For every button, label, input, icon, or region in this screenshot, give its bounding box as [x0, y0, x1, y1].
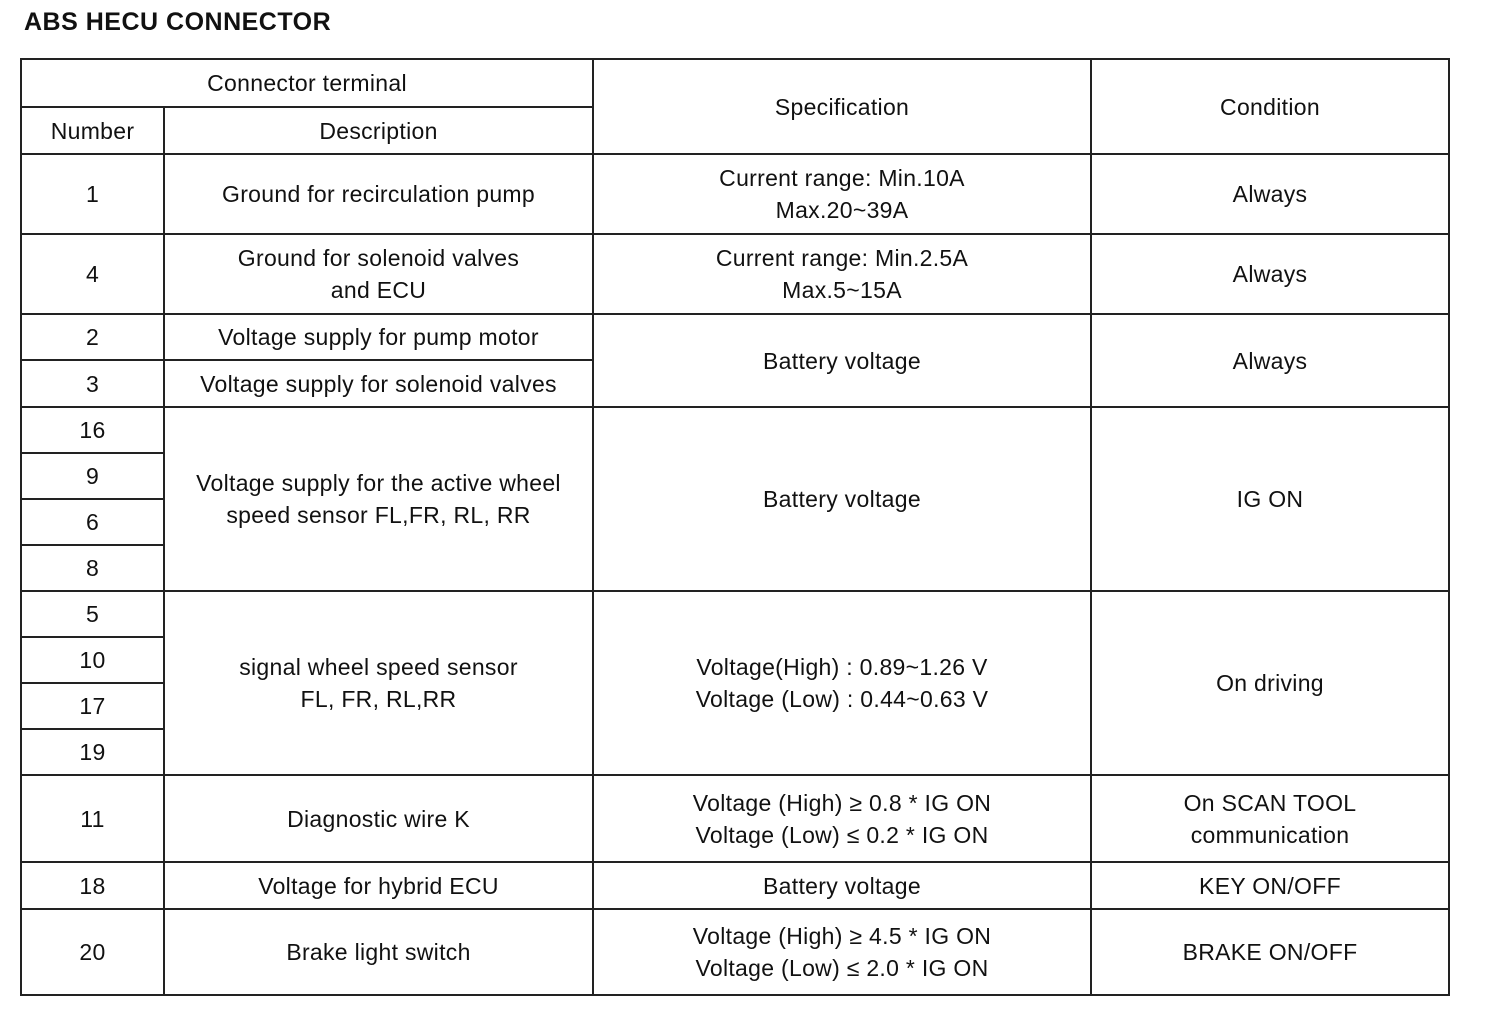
condition-cell — [1091, 154, 1449, 234]
condition-line: BRAKE ON/OFF — [1182, 939, 1358, 965]
description-line: Brake light switch — [286, 939, 471, 965]
header-specification: Specification — [593, 59, 1091, 154]
terminal-number: 19 — [21, 729, 164, 775]
terminal-description — [164, 407, 593, 591]
specification-line: Max.20~39A — [775, 197, 909, 223]
header-description: Description — [164, 107, 593, 154]
description-line: speed sensor FL,FR, RL, RR — [226, 502, 531, 528]
specification-cell — [593, 909, 1091, 995]
terminal-number: 17 — [21, 683, 164, 729]
terminal-number: 16 — [21, 407, 164, 453]
description-line: FL, FR, RL,RR — [300, 686, 457, 712]
header-row-1 — [21, 59, 1449, 107]
terminal-number: 9 — [21, 453, 164, 499]
table-row — [21, 909, 1449, 995]
specification-line: Voltage (Low) : 0.44~0.63 V — [695, 686, 989, 712]
specification-cell — [593, 407, 1091, 591]
table-row — [21, 314, 1449, 360]
condition-cell — [1091, 314, 1449, 407]
terminal-number: 8 — [21, 545, 164, 591]
condition-line: Always — [1232, 347, 1308, 374]
condition-cell — [1091, 862, 1449, 909]
terminal-description — [164, 862, 593, 909]
terminal-number: 3 — [21, 360, 164, 407]
terminal-number: 18 — [21, 862, 164, 909]
condition-cell — [1091, 591, 1449, 775]
specification-cell — [593, 591, 1091, 775]
condition-line: KEY ON/OFF — [1199, 872, 1341, 899]
specification-cell — [593, 775, 1091, 862]
header-condition: Condition — [1091, 59, 1449, 154]
terminal-description — [164, 775, 593, 862]
description-line: Ground for solenoid valves — [237, 245, 520, 271]
specification-line: Battery voltage — [763, 347, 921, 374]
terminal-description — [164, 591, 593, 775]
table-row — [21, 775, 1449, 862]
specification-line: Current range: Min.10A — [719, 165, 965, 191]
table-row — [21, 862, 1449, 909]
terminal-number: 11 — [21, 775, 164, 862]
description-line: signal wheel speed sensor — [239, 654, 518, 680]
terminal-number: 1 — [21, 154, 164, 234]
specification-cell — [593, 314, 1091, 407]
specification-line: Max.5~15A — [782, 277, 902, 303]
table-row — [21, 154, 1449, 234]
specification-line: Voltage (High) ≥ 4.5 * IG ON — [692, 923, 992, 949]
specification-line: Voltage (High) ≥ 0.8 * IG ON — [692, 789, 992, 816]
condition-cell — [1091, 909, 1449, 995]
condition-cell — [1091, 775, 1449, 862]
condition-line: On driving — [1216, 670, 1324, 696]
condition-line: communication — [1190, 821, 1350, 848]
specification-line: Voltage (Low) ≤ 2.0 * IG ON — [695, 955, 989, 981]
description-line: Diagnostic wire K — [287, 805, 470, 832]
terminal-number: 2 — [21, 314, 164, 360]
terminal-description — [164, 909, 593, 995]
terminal-description — [164, 154, 593, 234]
terminal-description: Voltage supply for solenoid valves — [164, 360, 593, 407]
table-row — [21, 591, 1449, 637]
table-row — [21, 407, 1449, 453]
specification-cell — [593, 862, 1091, 909]
condition-cell — [1091, 407, 1449, 591]
specification-line: Voltage(High) : 0.89~1.26 V — [696, 654, 988, 680]
condition-line: Always — [1232, 181, 1308, 207]
connector-table — [20, 58, 1450, 996]
terminal-number: 20 — [21, 909, 164, 995]
specification-line: Current range: Min.2.5A — [715, 245, 969, 271]
description-line: Ground for recirculation pump — [222, 181, 535, 207]
description-line: Voltage supply for the active wheel — [196, 470, 561, 496]
condition-line: Always — [1232, 261, 1308, 287]
terminal-description — [164, 234, 593, 314]
terminal-description: Voltage supply for pump motor — [164, 314, 593, 360]
terminal-number: 6 — [21, 499, 164, 545]
header-number: Number — [21, 107, 164, 154]
description-line: Voltage for hybrid ECU — [258, 872, 499, 899]
specification-line: Battery voltage — [763, 872, 921, 899]
condition-cell — [1091, 234, 1449, 314]
specification-line: Voltage (Low) ≤ 0.2 * IG ON — [695, 821, 989, 848]
specification-cell — [593, 234, 1091, 314]
description-line: and ECU — [330, 277, 427, 303]
specification-cell — [593, 154, 1091, 234]
condition-line: IG ON — [1236, 486, 1304, 512]
terminal-number: 10 — [21, 637, 164, 683]
specification-line: Battery voltage — [763, 486, 921, 512]
terminal-number: 5 — [21, 591, 164, 637]
condition-line: On SCAN TOOL — [1183, 789, 1357, 816]
document-title: ABS HECU CONNECTOR — [24, 8, 332, 36]
table-row — [21, 234, 1449, 314]
header-connector-terminal: Connector terminal — [21, 59, 593, 107]
terminal-number: 4 — [21, 234, 164, 314]
